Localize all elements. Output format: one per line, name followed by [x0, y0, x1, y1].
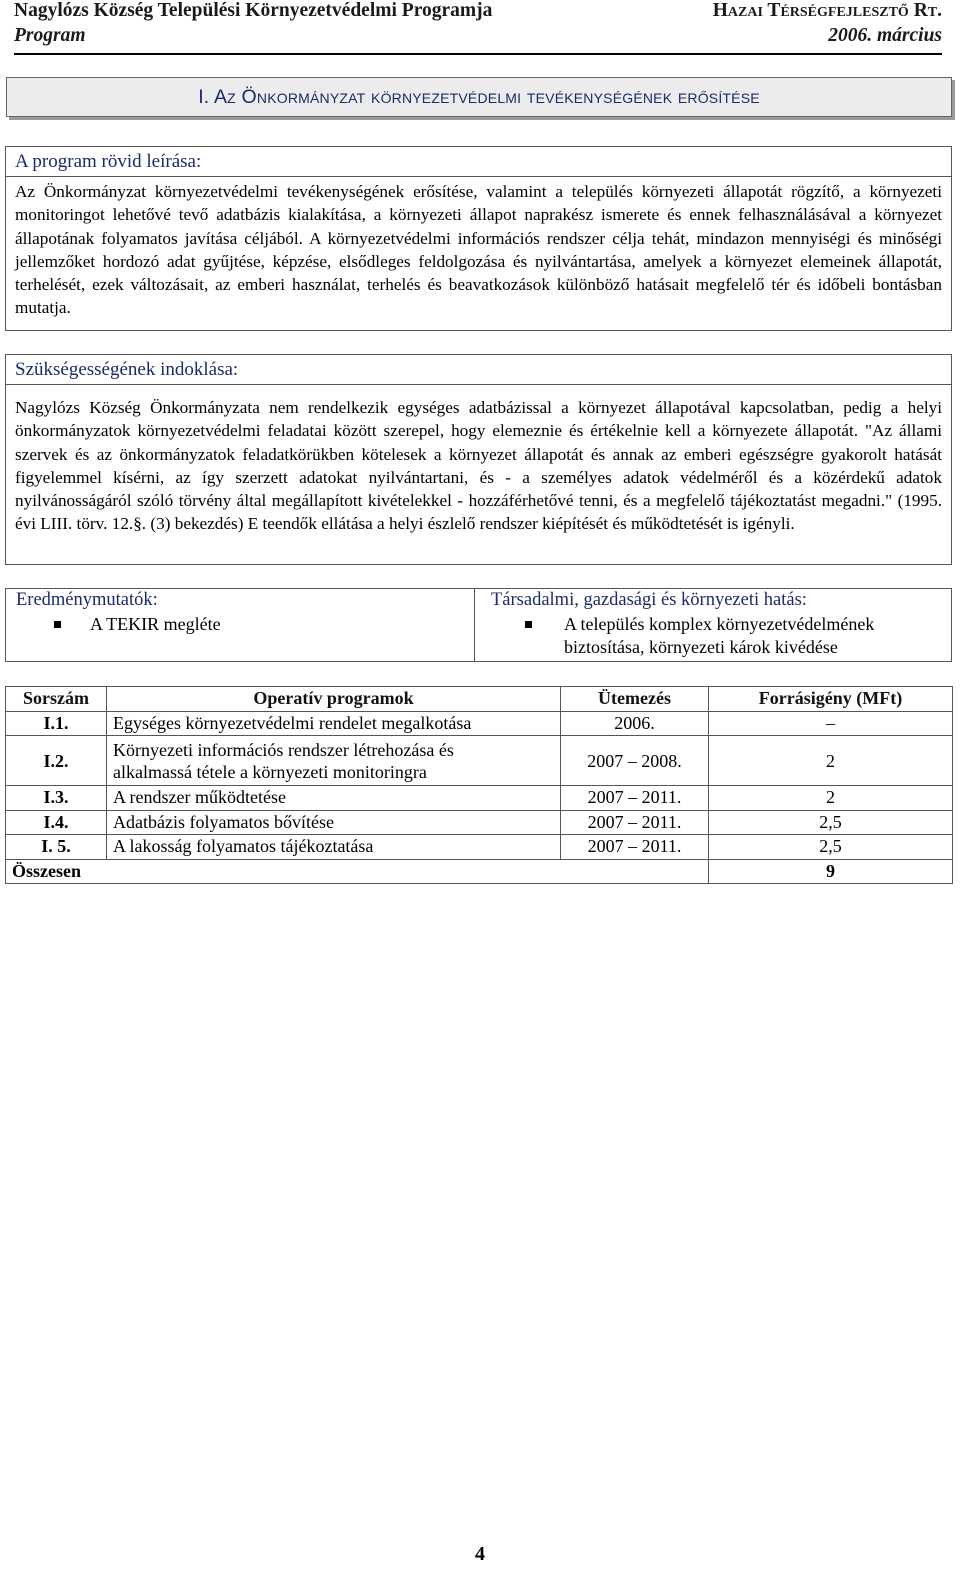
- row-program: Egységes környezetvédelmi rendelet megalkotása: [107, 711, 561, 736]
- description-heading: A program rövid leírása:: [6, 147, 951, 177]
- company-name: Hazai Térségfejlesztő Rt.: [712, 0, 942, 21]
- description-box: [5, 146, 952, 331]
- indicators-heading: Eredménymutatók:: [16, 590, 158, 610]
- page-header: [14, 0, 942, 56]
- row-number: I.4.: [6, 810, 107, 835]
- row-cost: –: [709, 711, 953, 736]
- document-date: 2006. március: [828, 25, 942, 46]
- row-cost: 2,5: [709, 810, 953, 835]
- row-program-line-1: Környezeti információs rendszer létrehozása és: [113, 739, 454, 760]
- operative-programs-table: [5, 686, 953, 884]
- indicators-column: [6, 589, 475, 661]
- row-cost: 2: [709, 786, 953, 811]
- row-program: [107, 736, 561, 786]
- table-row: [6, 711, 953, 736]
- document-subtitle: Program: [14, 25, 86, 46]
- impact-column: [475, 589, 951, 661]
- row-number: I.2.: [6, 736, 107, 786]
- document-title: Nagylózs Község Települési Környezetvédelmi Programja: [14, 0, 493, 21]
- bullet-icon: [54, 621, 61, 628]
- row-number: I.3.: [6, 786, 107, 811]
- table-total-row: [6, 859, 953, 884]
- row-program-line-2: alkalmassá tétele a környezeti monitoringra: [113, 761, 427, 782]
- row-cost: 2,5: [709, 835, 953, 860]
- row-schedule: 2007 – 2011.: [561, 786, 709, 811]
- justification-box: [5, 354, 952, 565]
- col-header-number: Sorszám: [6, 687, 107, 712]
- row-schedule: 2007 – 2011.: [561, 810, 709, 835]
- col-header-cost: Forrásigény (MFt): [709, 687, 953, 712]
- impact-text-line-2: biztosítása, környezeti károk kivédése: [564, 637, 838, 657]
- row-program: Adatbázis folyamatos bővítése: [107, 810, 561, 835]
- header-divider: [14, 53, 942, 55]
- row-cost: 2: [709, 736, 953, 786]
- impact-text-line-1: A település komplex környezetvédelmének: [564, 614, 875, 634]
- total-value: 9: [709, 859, 953, 884]
- row-schedule: 2006.: [561, 711, 709, 736]
- row-number: I. 5.: [6, 835, 107, 860]
- indicator-text: A TEKIR megléte: [90, 614, 221, 634]
- indicator-item: [54, 613, 221, 636]
- impact-item: [525, 613, 874, 659]
- impact-heading: Társadalmi, gazdasági és környezeti hatás:: [491, 590, 807, 610]
- row-program: A lakosság folyamatos tájékoztatása: [107, 835, 561, 860]
- indicators-impact-box: [5, 588, 952, 662]
- justification-heading: Szükségességének indoklása:: [6, 355, 951, 385]
- header-row-2: [14, 25, 942, 51]
- table-header-row: [6, 687, 953, 712]
- col-header-schedule: Ütemezés: [561, 687, 709, 712]
- description-text: Az Önkormányzat környezetvédelmi tevékenységének erősítése, valamint a település környezeti állapotát rögzítő, a környezeti monitoringot lehetővé tevő adatbázis kialakítása, a környezeti állapot naprakész ismerete és ennek felhasználásával a környezet állapotának folyamatos javítása céljából. A környezetvédelmi információs rendszer célja tehát, mindazon mennyiségi és minőségi jellemzőket hordozó adat gyűjtése, képzése, elsődleges feldolgozása és nyilvántartása, amelyek a környezet elemeinek állapotát, terhelését, ezek változásait, az emberi használat, terhelés és beavatkozások különböző hatásait megfelelő tér és időbeli bontásban mutatja.: [15, 182, 942, 318]
- table-row: [6, 810, 953, 835]
- table-row: [6, 786, 953, 811]
- table-row: [6, 736, 953, 786]
- row-program: A rendszer működtetése: [107, 786, 561, 811]
- row-schedule: 2007 – 2011.: [561, 835, 709, 860]
- header-row-1: [14, 0, 942, 26]
- justification-text: Nagylózs Község Önkormányzata nem rendelkezik egységes adatbázissal a környezet állapotával kapcsolatban, pedig a helyi önkormányzatok környezetvédelmi feladatai között szerepel, hogy elemeznie és értékelnie kell a környezete állapotát. "Az állami szervek és az önkormányzatok feladatkörükben kötelesek a környezet állapotát és annak az emberi egészségre gyakorolt hatását figyelemmel kísérni, az így szerzett adatokat nyilvántartani, és - a személyes adatok védelméről és a közérdekű adatok nyilvánosságáról szóló törvény által megállapított kivételekkel - hozzáférhetővé tenni, és a megfelelő tájékoztatást megadni." (1995. évi LIII. törv. 12.§. (3) bekezdés) E teendők ellátása a helyi észlelő rendszer kiépítését és működtetését is igényli.: [15, 398, 942, 534]
- total-label: Összesen: [6, 859, 709, 884]
- section-title: I. Az Önkormányzat környezetvédelmi tevékenységének erősítése: [6, 77, 952, 117]
- row-schedule: 2007 – 2008.: [561, 736, 709, 786]
- row-number: I.1.: [6, 711, 107, 736]
- table-row: [6, 835, 953, 860]
- col-header-program: Operatív programok: [107, 687, 561, 712]
- bullet-icon: [525, 621, 532, 628]
- page-number: 4: [475, 1543, 485, 1565]
